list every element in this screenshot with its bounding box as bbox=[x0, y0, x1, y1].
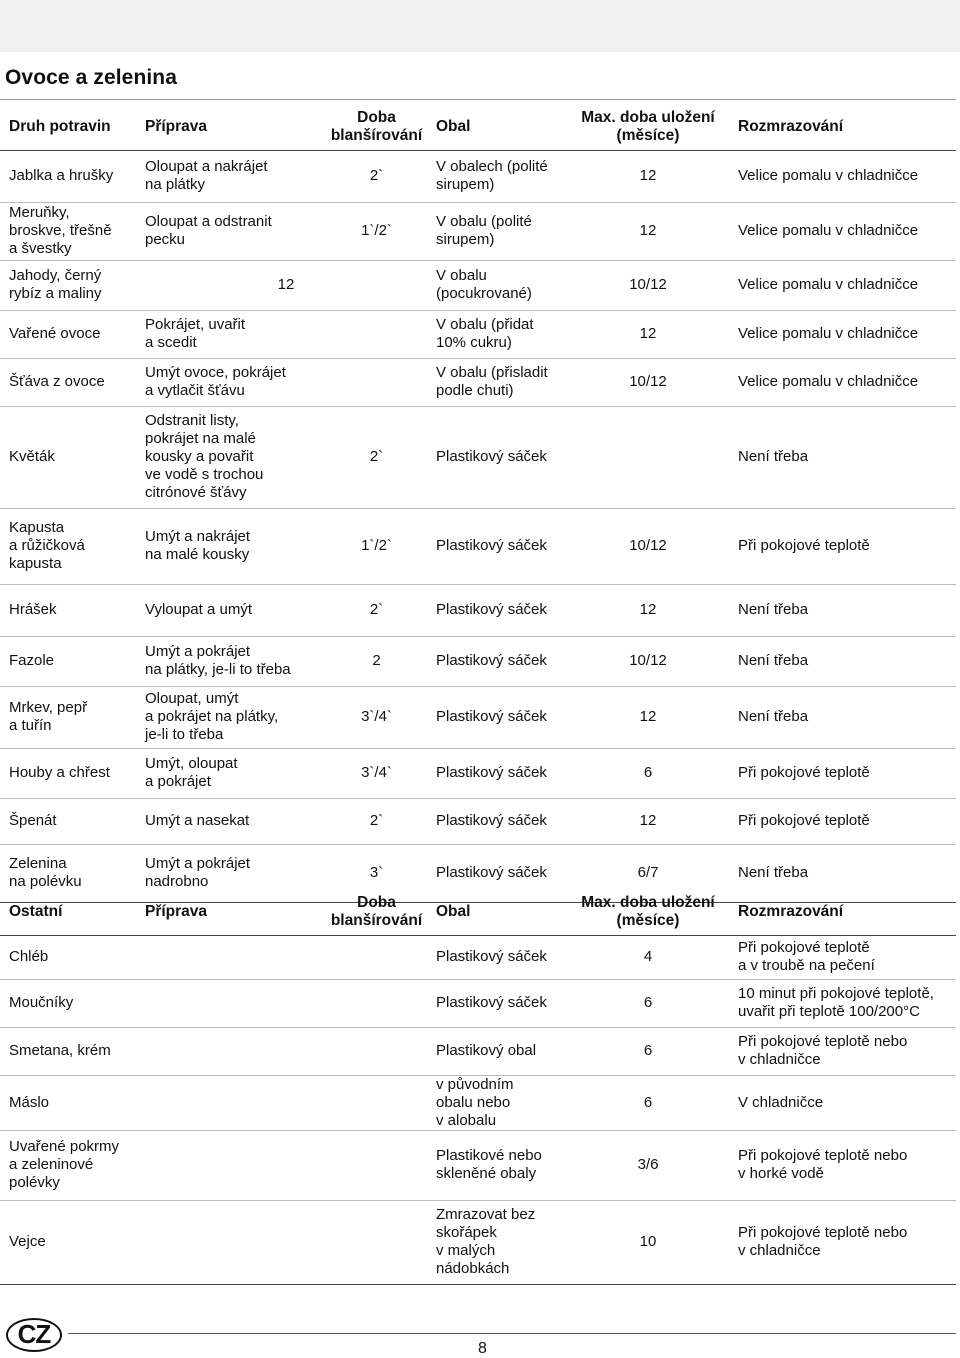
footer-divider bbox=[68, 1333, 956, 1334]
cell-preparation: 12 bbox=[136, 260, 427, 310]
table-row bbox=[0, 310, 956, 358]
cell-packaging: Plastikový sáček bbox=[427, 584, 567, 636]
column-header-food-type: Druh potravin bbox=[0, 104, 136, 150]
table-row bbox=[0, 584, 956, 636]
table-row bbox=[0, 1027, 956, 1075]
cell-max-storage: 12 bbox=[567, 584, 729, 636]
cell-max-storage: 12 bbox=[567, 150, 729, 202]
cell-packaging: Plastikový sáček bbox=[427, 748, 567, 798]
cell-packaging: V obalu (polité sirupem) bbox=[427, 202, 567, 260]
cell-blanching-time bbox=[326, 1200, 427, 1284]
column-header-preparation: Příprava bbox=[136, 104, 326, 150]
table-row bbox=[0, 748, 956, 798]
column-header-blanching-time: Doba blanšírování bbox=[326, 104, 427, 150]
cell-blanching-time bbox=[326, 1027, 427, 1075]
cell-thawing: Není třeba bbox=[729, 686, 956, 748]
cell-blanching-time: 1`/2` bbox=[326, 202, 427, 260]
cell-preparation: Umýt ovoce, pokrájet a vytlačit šťávu bbox=[136, 358, 326, 406]
cell-thawing: Velice pomalu v chladničce bbox=[729, 310, 956, 358]
cell-thawing: 10 minut při pokojové teplotě, uvařit při teplotě 100/200°C bbox=[729, 979, 956, 1027]
cell-preparation: Odstranit listy, pokrájet na malé kousky a povařit ve vodě s trochou citrónové šťávy bbox=[136, 406, 326, 508]
cell-thawing: Při pokojové teplotě bbox=[729, 748, 956, 798]
cell-max-storage: 10/12 bbox=[567, 508, 729, 584]
cell-blanching-time bbox=[326, 1075, 427, 1130]
column-header-thawing: Rozmrazování bbox=[729, 889, 956, 935]
section-title: Ovoce a zelenina bbox=[5, 66, 178, 89]
table-row bbox=[0, 979, 956, 1027]
cell-food-type: Šťáva z ovoce bbox=[0, 358, 136, 406]
cell-packaging: Plastikový sáček bbox=[427, 636, 567, 686]
cell-blanching-time: 1`/2` bbox=[326, 508, 427, 584]
cell-thawing: Není třeba bbox=[729, 636, 956, 686]
cell-thawing: Při pokojové teplotě nebo v chladničce bbox=[729, 1027, 956, 1075]
table-row bbox=[0, 1200, 956, 1284]
cell-packaging: Plastikový sáček bbox=[427, 686, 567, 748]
cell-max-storage: 6 bbox=[567, 748, 729, 798]
cell-thawing: Při pokojové teplotě nebo v horké vodě bbox=[729, 1130, 956, 1200]
cell-blanching-time bbox=[326, 310, 427, 358]
table-row bbox=[0, 202, 956, 260]
cell-thawing: Velice pomalu v chladničce bbox=[729, 260, 956, 310]
column-header-max-storage: Max. doba uložení (měsíce) bbox=[567, 104, 729, 150]
cell-thawing: Velice pomalu v chladničce bbox=[729, 358, 956, 406]
table-row bbox=[0, 508, 956, 584]
cell-preparation bbox=[136, 1200, 326, 1284]
cell-food-type: Hrášek bbox=[0, 584, 136, 636]
cell-food-type: Meruňky, broskve, třešně a švestky bbox=[0, 202, 136, 260]
cell-packaging: Plastikový sáček bbox=[427, 406, 729, 508]
cell-preparation: Umýt a pokrájet nadrobno bbox=[136, 844, 326, 902]
cell-max-storage: 12 bbox=[567, 686, 729, 748]
cell-thawing: Při pokojové teplotě bbox=[729, 798, 956, 844]
cell-thawing: Při pokojové teplotě bbox=[729, 508, 956, 584]
table-row bbox=[0, 935, 956, 979]
cell-food-type: Květák bbox=[0, 406, 136, 508]
cell-thawing: Není třeba bbox=[729, 584, 956, 636]
title-divider bbox=[0, 99, 956, 100]
cell-packaging: Plastikový sáček bbox=[427, 979, 567, 1027]
cell-preparation bbox=[136, 979, 326, 1027]
page-number: 8 bbox=[478, 1340, 487, 1357]
cell-max-storage: 6/7 bbox=[567, 844, 729, 902]
table-row bbox=[0, 636, 956, 686]
cell-thawing: Není třeba bbox=[729, 406, 956, 508]
cell-thawing: Velice pomalu v chladničce bbox=[729, 202, 956, 260]
cell-max-storage: 10 bbox=[567, 1200, 729, 1284]
cell-blanching-time: 2` bbox=[326, 798, 427, 844]
fruit-vegetable-table bbox=[0, 104, 956, 903]
cell-thawing: Při pokojové teplotě a v troubě na pečení bbox=[729, 935, 956, 979]
cell-packaging: Plastikové nebo skleněné obaly bbox=[427, 1130, 567, 1200]
cell-thawing: V chladničce bbox=[729, 1075, 956, 1130]
cell-preparation: Pokrájet, uvařit a scedit bbox=[136, 310, 326, 358]
cell-food-type: Fazole bbox=[0, 636, 136, 686]
cell-food-type: Jahody, černý rybíz a maliny bbox=[0, 260, 136, 310]
cell-max-storage: 4 bbox=[567, 935, 729, 979]
cell-blanching-time bbox=[326, 1130, 427, 1200]
cell-preparation: Umýt, oloupat a pokrájet bbox=[136, 748, 326, 798]
cell-blanching-time: 3` bbox=[326, 844, 427, 902]
cell-thawing: Při pokojové teplotě nebo v chladničce bbox=[729, 1200, 956, 1284]
cell-max-storage: 6 bbox=[567, 1027, 729, 1075]
cell-thawing: Není třeba bbox=[729, 844, 956, 902]
cell-food-type: Uvařené pokrmy a zeleninové polévky bbox=[0, 1130, 136, 1200]
cell-blanching-time: 2` bbox=[326, 406, 427, 508]
cell-food-type: Kapusta a růžičková kapusta bbox=[0, 508, 136, 584]
cell-packaging: Zmrazovat bez skořápek v malých nádobkách bbox=[427, 1200, 567, 1284]
cell-preparation: Oloupat, umýt a pokrájet na plátky, je-li to třeba bbox=[136, 686, 326, 748]
cell-food-type: Vařené ovoce bbox=[0, 310, 136, 358]
cell-packaging: V obalu (pocukrované) bbox=[427, 260, 567, 310]
table-row bbox=[0, 406, 956, 508]
cell-preparation: Oloupat a odstranit pecku bbox=[136, 202, 326, 260]
cell-packaging: Plastikový sáček bbox=[427, 508, 567, 584]
cell-blanching-time bbox=[326, 935, 427, 979]
cell-packaging: Plastikový sáček bbox=[427, 798, 567, 844]
table-row bbox=[0, 1130, 956, 1200]
cell-blanching-time: 3`/4` bbox=[326, 686, 427, 748]
cell-blanching-time bbox=[326, 358, 427, 406]
table-row bbox=[0, 1075, 956, 1130]
cell-preparation bbox=[136, 1130, 326, 1200]
cell-food-type: Mrkev, pepř a tuřín bbox=[0, 686, 136, 748]
cell-max-storage: 12 bbox=[567, 798, 729, 844]
header-band bbox=[0, 0, 960, 52]
table-header-row bbox=[0, 889, 956, 935]
cell-max-storage: 10/12 bbox=[567, 636, 729, 686]
cell-food-type: Houby a chřest bbox=[0, 748, 136, 798]
cell-packaging: v původním obalu nebo v alobalu bbox=[427, 1075, 567, 1130]
other-foods-table bbox=[0, 889, 956, 1285]
cell-blanching-time: 2 bbox=[326, 636, 427, 686]
cell-packaging: Plastikový sáček bbox=[427, 844, 567, 902]
cell-food-type: Zelenina na polévku bbox=[0, 844, 136, 902]
column-header-food-type: Ostatní bbox=[0, 889, 136, 935]
cell-blanching-time bbox=[326, 979, 427, 1027]
cell-max-storage: 10/12 bbox=[567, 260, 729, 310]
cell-packaging: V obalech (polité sirupem) bbox=[427, 150, 567, 202]
table-row bbox=[0, 150, 956, 202]
cell-food-type: Vejce bbox=[0, 1200, 136, 1284]
cell-preparation: Oloupat a nakrájet na plátky bbox=[136, 150, 326, 202]
cell-food-type: Smetana, krém bbox=[0, 1027, 136, 1075]
cell-preparation: Vyloupat a umýt bbox=[136, 584, 326, 636]
column-header-blanching-time: Doba blanšírování bbox=[326, 889, 427, 935]
cell-max-storage: 12 bbox=[567, 310, 729, 358]
cell-food-type: Máslo bbox=[0, 1075, 136, 1130]
cell-max-storage: 12 bbox=[567, 202, 729, 260]
cell-packaging: Plastikový obal bbox=[427, 1027, 567, 1075]
cell-max-storage: 10/12 bbox=[567, 358, 729, 406]
country-badge: CZ bbox=[6, 1318, 62, 1352]
table-header-row bbox=[0, 104, 956, 150]
cell-packaging: V obalu (přisladit podle chuti) bbox=[427, 358, 567, 406]
cell-max-storage: 6 bbox=[567, 1075, 729, 1130]
column-header-max-storage: Max. doba uložení (měsíce) bbox=[567, 889, 729, 935]
table-row bbox=[0, 358, 956, 406]
cell-food-type: Špenát bbox=[0, 798, 136, 844]
column-header-packaging: Obal bbox=[427, 889, 567, 935]
cell-preparation bbox=[136, 1075, 326, 1130]
cell-max-storage: 6 bbox=[567, 979, 729, 1027]
table-row bbox=[0, 686, 956, 748]
cell-preparation bbox=[136, 935, 326, 979]
cell-preparation: Umýt a nakrájet na malé kousky bbox=[136, 508, 326, 584]
cell-blanching-time: 3`/4` bbox=[326, 748, 427, 798]
cell-food-type: Moučníky bbox=[0, 979, 136, 1027]
table-row bbox=[0, 260, 956, 310]
cell-max-storage: 3/6 bbox=[567, 1130, 729, 1200]
column-header-packaging: Obal bbox=[427, 104, 567, 150]
table-row bbox=[0, 798, 956, 844]
cell-food-type: Chléb bbox=[0, 935, 136, 979]
cell-thawing: Velice pomalu v chladničce bbox=[729, 150, 956, 202]
column-header-thawing: Rozmrazování bbox=[729, 104, 956, 150]
cell-packaging: V obalu (přidat 10% cukru) bbox=[427, 310, 567, 358]
cell-food-type: Jablka a hrušky bbox=[0, 150, 136, 202]
cell-packaging: Plastikový sáček bbox=[427, 935, 567, 979]
cell-preparation: Umýt a nasekat bbox=[136, 798, 326, 844]
cell-preparation: Umýt a pokrájet na plátky, je-li to třeba bbox=[136, 636, 326, 686]
column-header-preparation: Příprava bbox=[136, 889, 326, 935]
cell-preparation bbox=[136, 1027, 326, 1075]
cell-blanching-time: 2` bbox=[326, 584, 427, 636]
cell-blanching-time: 2` bbox=[326, 150, 427, 202]
